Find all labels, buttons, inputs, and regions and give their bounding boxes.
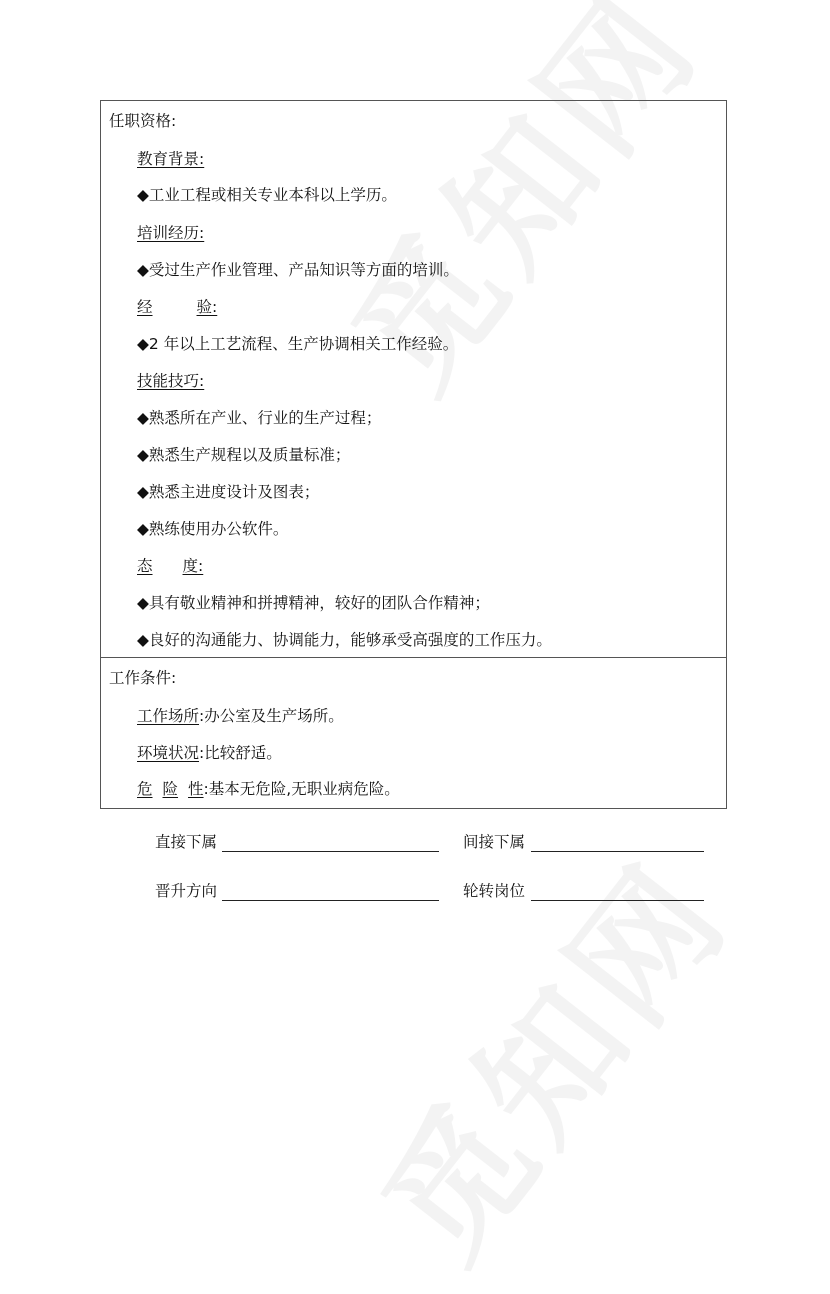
direct-reports-label: 直接下属: [155, 833, 218, 851]
skills-item: ◆熟练使用办公软件。: [137, 520, 289, 538]
danger-label-a: 危: [137, 780, 153, 798]
direct-reports-blank[interactable]: [222, 851, 439, 852]
environment-row: [137, 743, 282, 763]
conditions-heading: 工作条件:: [109, 669, 177, 687]
attitude-item: ◆具有敬业精神和拼搏精神，较好的团队合作精神；: [137, 594, 490, 612]
danger-label-b: 险: [162, 780, 179, 798]
experience-title-b: 验:: [196, 298, 218, 316]
experience-title-a: 经: [137, 298, 153, 316]
workplace-label: 工作场所: [137, 707, 200, 725]
experience-title: [137, 297, 217, 317]
skills-item: ◆熟悉生产规程以及质量标准；: [137, 446, 351, 464]
rotation-label: 轮转岗位: [463, 882, 526, 900]
danger-row: [137, 779, 400, 799]
training-item: ◆受过生产作业管理、产品知识等方面的培训。: [137, 261, 459, 279]
attitude-item: ◆良好的沟通能力、协调能力，能够承受高强度的工作压力。: [137, 631, 552, 649]
education-item: ◆工业工程或相关专业本科以上学历。: [137, 186, 397, 204]
workplace-value: :办公室及生产场所。: [199, 707, 344, 725]
attitude-title-a: 态: [137, 557, 153, 575]
qualifications-heading: 任职资格:: [109, 112, 177, 130]
attitude-title: [137, 556, 203, 576]
training-title: 培训经历:: [137, 224, 205, 242]
skills-item: ◆熟悉所在产业、行业的生产过程；: [137, 409, 382, 427]
skills-title: 技能技巧:: [137, 372, 205, 390]
qualifications-section: [100, 100, 727, 658]
danger-label: [137, 780, 204, 798]
conditions-section: [100, 657, 727, 809]
environment-value: :比较舒适。: [199, 744, 282, 762]
education-title: 教育背景:: [137, 150, 205, 168]
danger-label-c: 性: [188, 780, 204, 798]
workplace-row: [137, 706, 344, 726]
promotion-blank[interactable]: [222, 900, 439, 901]
indirect-reports-blank[interactable]: [531, 851, 704, 852]
watermark-text-bottom: [330, 815, 765, 1293]
environment-label: 环境状况: [137, 744, 200, 762]
rotation-blank[interactable]: [531, 900, 704, 901]
attitude-title-b: 度:: [182, 557, 204, 575]
skills-item: ◆熟悉主进度设计及图表；: [137, 483, 320, 501]
danger-value: :基本无危险,无职业病危险。: [203, 780, 400, 798]
promotion-label: 晋升方向: [155, 882, 218, 900]
indirect-reports-label: 间接下属: [463, 833, 526, 851]
experience-item: ◆2 年以上工艺流程、生产协调相关工作经验。: [137, 335, 459, 353]
